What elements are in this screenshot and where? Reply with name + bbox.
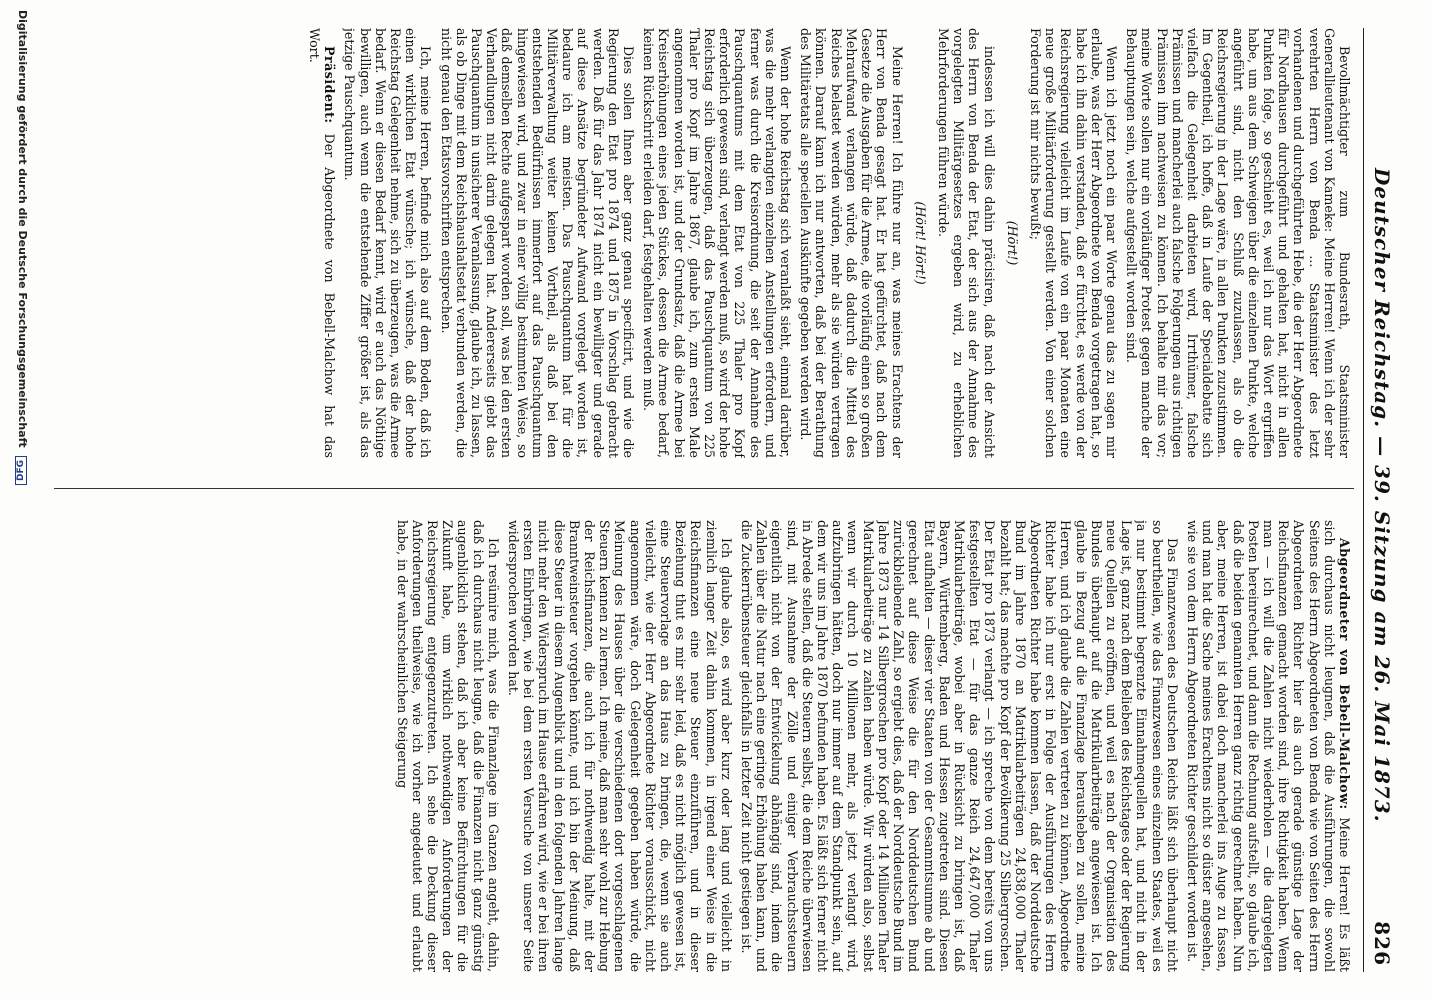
page-number: 826: [1370, 921, 1394, 966]
paragraph: Meine Herren! Ich führe nur an, was meines Erachtens der Herr von Benda gesagt hat. Er hat gefürchtet, daß nach dem Gesetze die Ausgaben für die Armee, die vorläufig einen so großen Mehraufwand verlangen würde, daß dadurch die Mittel des Reiches belastet werden würden, mehr als sie würden vertragen können. Darauf kann ich nur antworten, daß bei der Berathung des Militäretats alle speciellen Auskünfte gegeben werden wird.: [798, 28, 905, 458]
paragraph: Dies sollen Ihnen aber ganz genau specificirt, und wie die Regierung den Etat pro 1874 und 1875 in Vorschlag gebracht werden. Daß für das Jahr 1874 nicht ein bewilligter und gerade auf diese Ansätze begründeter Aufwand vorgelegt worden ist, bedaure ich am meisten. Das Pauschquantum hat für die Militärverwaltung weiter keinen Vortheil, als daß bei den entstehenden Bedürfnissen immerfort auf das Pauschquantum hingewiesen wird, und zwar in einer völlig bestimmten Weise, so daß demselben Rechte aufgespart worden soll, was bei den ersten Verhandlungen nicht darin gelegen hat. Andererseits giebt das Pauschquantum in unsicherer Veranlassung, glaube ich, zu lassen, als ob Dinge mit dem Reichshaushaltsetat verbunden werden, die nicht genau den Etatsvorschriften entsprechen.: [438, 28, 637, 458]
paragraph: Ich resümire mich, was die Finanzlage im Ganzen angeht, dahin, daß ich durchaus nicht leugne, daß die Finanzen nicht ganz günstig augenblicklich stehen, daß ich aber keine Befürchtungen für die Zukunft habe, um wirklich nothwendigen Anforderungen der Reichsregierung entgegenzutreten. Ich sehe die Deckung dieser Anforderungen theilweise, wie ich vorher angedeutet und erlaubt habe, in der wahrscheinlichen Steigerung: [394, 520, 501, 972]
paragraph: indessen ich will dies dahin präcisiren, daß nach der Ansicht des Herrn von Benda der Etat, der sich aus der Annahme des vorgelegten Militärgesetzes ergeben wird, zu erheblichen Mehrforderungen führen würde.: [935, 28, 997, 458]
page-header: [1364, 28, 1394, 972]
interjection: (Hört!): [1004, 220, 1020, 266]
paragraph: Ich, meine Herren, befinde mich also auf dem Boden, daß ich einen wirklichen Etat wünsche; ich wünsche, daß der hohe Reichstag Gelegenheit nehme, sich zu überzeugen, was die Armee bedarf. Wenn er diesen Bedarf kennt, wird er auch das Nöthige bewilligen, auch wenn die entstehende Ziffer größer ist, als das jetzige Pauschquantum.: [342, 28, 434, 458]
paragraph: Wenn ich jetzt noch ein paar Worte genau das zu sagen mir erlaube, was der Herr Abgeordnete von Benda vorgetragen hat, so habe ich ihn dahin verstanden, daß er fürchtet, es werde von der Reichsregierung vielleicht im Laufe von ein paar Monaten eine neue große Militärforderung gestellt werden. Von einer solchen Forderung ist mir nichts bewußt;: [1027, 28, 1119, 458]
paragraph: Ich glaube also, es wird aber kurz oder lang und vielleicht in ziemlich langer Zeit dahin kommen, in irgend einer Weise in die Reichsfinanzen eine neue Steuer einzuführen, und in dieser Beziehung thut es mir sehr leid, daß es nicht möglich gewesen ist, eine Steuervorlage an das Haus zu bringen, die, wenn sie auch vielleicht, wie der Herr Abgeordnete Richter vorausschickt, nicht angenommen wäre, doch Gelegenheit gegeben haben würde, die Meinung des Hauses über die verschiedenen dort vorgeschlagenen Steuern kennen zu lernen. Ich meine, daß man sehr wohl zur Hebung der Reichsfinanzen, die auch ich für nothwendig halte, mit der Branntweinsteuer vorgehen könnte, und ich bin der Meinung, daß diese Steuer in diesem Augenblick und in den folgenden Jahren lange nicht mehr den Widerspruch im Hause erfahren wird, wie er bei ihren ersten Einbringen, wie bei dem ersten Versuche von unserer Seite widersprochen worden hat.: [506, 520, 734, 972]
left-column: [52, 28, 1352, 458]
paragraph: Bevollmächtigter zum Bundesrath, Staatsminister Generallieutenant von Kameke: Meine Herren! Wenn ich der sehr verehrten Herrn von Benda ... Staatsminister des letzt vorhandenen und durchgeführten Hebe, die der Herr Abgeordnete für Nordhausen durchgeführt und gehalten hat, nicht in allen Punkten folge, so geschieht es, weil ich nur das Wort ergriffen habe, um aus dem Schweigen über die einzelnen Punkte, welche angeführt sind, nicht den Schluß zuzulassen, als ob die Reichsregierung in der Lage wäre, in allen Punkten zuzustimmen. Im Gegentheil, ich hoffe, daß in Laufe der Specialdebatte sich vielfach die Gelegenheit darbieten wird, Irrthümer, falsche Prämissen und mancherlei auch falsche Folgerungen aus richtigen Prämissen ihm nachweisen zu können. Ich behalte mir das vor; meine Worte sollen nur ein vorläufiger Protest gegen manche der Behauptungen sein, welche aufgestellt worden sind.: [1124, 28, 1352, 458]
right-column: [52, 520, 1352, 972]
header-rule: [1363, 28, 1364, 972]
interjection: (Hört! Hört!): [912, 201, 928, 285]
paragraph: [1185, 520, 1352, 972]
speech-text: Meine Herren! Es läßt sich durchaus nicht leugnen, daß die Ausführungen, die sowohl Seitens des Herrn Abgeordneten von Benda wie von Seiten des Herrn Abgeordneten Richter hier als auch gerade günstige Lage der Reichsfinanzen gemacht worden sind, ihre Richtigkeit haben. Wenn man — ich will die Zahlen nicht wiederholen — die dargelegten Posten hereinrechnet, und dann die Rechnung aufstellt, so glaube ich, daß die beiden genannten Herren ganz richtig gerechnet haben. Nun aber, meine Herren, ist dabei doch mancherlei ins Auge zu fassen, und man hat die Sache meines Erachtens nicht so düster angesehen, wie sie von dem Herrn Abgeordneten Richter geschildert worden ist.: [1184, 520, 1352, 972]
speech-text: Der Abgeordnete von Bebell-Malchow hat das Wort.: [307, 28, 338, 458]
dfg-logo: DFG: [15, 456, 27, 485]
speaker-name: Präsident:: [322, 46, 338, 124]
page-title: Deutscher Reichstag. — 39. Sitzung am 26. Mai 1873.: [1370, 168, 1394, 823]
paragraph: Das Finanzwesen des Deutschen Reichs läßt sich überhaupt nicht so beurtheilen, wie das Finanzwesen eines einzelnen Staates, weil es ja nur bestimmt begrenzte Einnahmequellen hat, und nicht in der Lage ist, ganz nach dem Belieben des Reichstages oder der Regierung neue Quellen zu eröffnen, und weil es nach der Organisation des Bundes überhaupt auf die Matrikularbeiträge angewiesen ist. Ich glaube in Bezug auf die Finanzlage herausheben zu sollen, meine Herren, und ich glaube die Zahlen vertreten zu können, Abgeordnete Richter habe ich nur erst in Folge der Ausführungen des Herrn Abgeordneten Richter habe kommen lassen, daß der Norddeutsche Bund im Jahre 1870 an Matrikularbeiträgen 24,838,000 Thaler bezahlt hat; das machte pro Kopf der Bevölkerung 25 Silbergroschen. Der Etat pro 1873 verlangt — ich spreche von dem bereits von uns festgestellten Etat — für das ganze Reich 24,647,000 Thaler Matrikularbeiträge, wobei aber in Rücksicht zu bringen ist, daß Bayern, Württemberg, Baden und Hessen zugetreten sind. Diesen Etat aufhalten — dieser vier Staaten von der Gesammtsumme ab und gerechnet auf diese Weise die für den Norddeutschen Bund zurückbleibende Zahl, so ergiebt dies, daß der Norddeutsche Bund im Jahre 1873 nur 14 Silbergroschen pro Kopf oder 14 Millionen Thaler Matrikularbeiträge zu zahlen haben würde. Wir würden also, selbst wenn wir durch 10 Millionen mehr, als jetzt verlangt wird, aufzubringen hätten, doch nur immer auf dem Standpunkt sein, auf dem wir uns im Jahre 1870 befunden haben. Es läßt sich ferner nicht in Abrede stellen, daß die Steuern selbst, die dem Reiche überwiesen sind, mit Ausnahme der Zölle und einiger Verbrauchssteuern eigentlich nicht von der Entwickelung abhängig sind, indem die Zahlen über die Natur nach eine geringe Erhöhung haben kann, und die Zuckerrübensteuer gleichfalls in letzter Zeit nicht gestiegen ist.: [739, 520, 1180, 972]
digitization-note: [15, 10, 29, 990]
speaker-name: Abgeordneter von Bebell-Malchow:: [1337, 538, 1352, 810]
paragraph: Wenn der hohe Reichstag sich veranlaßt sieht, einmal darüber, was die mehr verlangten einzelnen Anstellungen erfordern, und ferner was durch die Kreisordnung, die seit der Annahme des Pauschquantums mit dem Etat von 225 Thaler pro Kopf erforderlich gewesen sind, verlangt werden muß, so wird der hohe Reichstag sich überzeugen, daß das Pauschquantum von 225 Thaler pro Kopf im Jahre 1867, glaube ich, zum ersten Male angenommen worden ist, und der Grundsatz, daß die Armee bei Kreiserhöhungen eines jeden Stückes, dessen die Armee bedarf, keinen Rückschritt erleiden darf, festgehalten werden muß.: [641, 28, 794, 458]
column-divider: [54, 488, 1354, 489]
paragraph: [307, 28, 337, 458]
digitization-note-text: Digitalisierung gefördert durch die Deutsche Forschungsgemeinschaft: [16, 10, 29, 448]
